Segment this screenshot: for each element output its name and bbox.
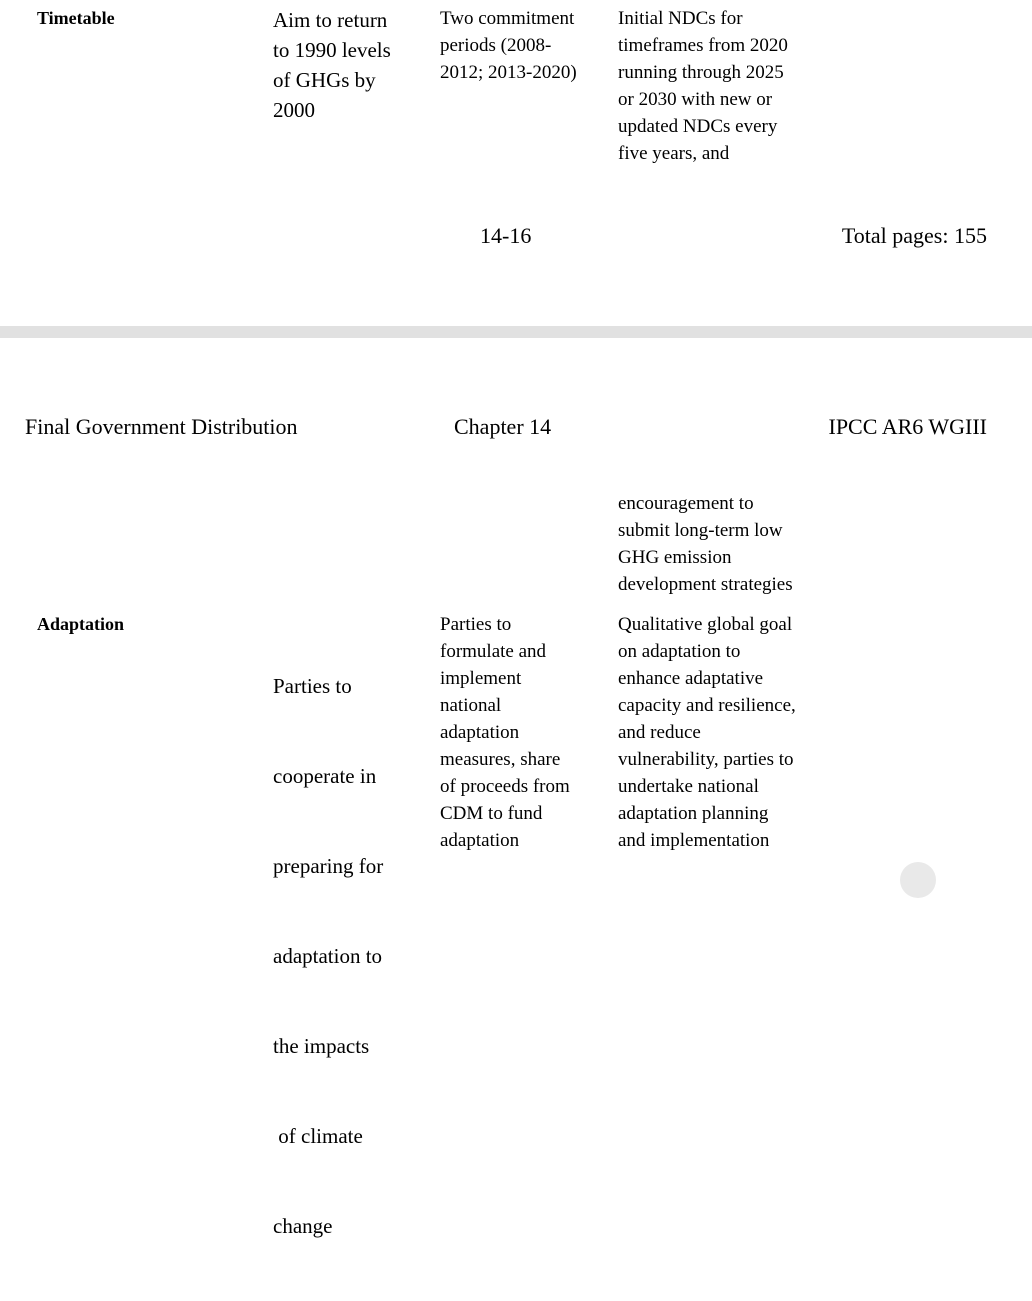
cell-line: Initial NDCs for xyxy=(618,8,743,29)
cell-line: and reduce xyxy=(618,722,701,743)
cell-line: timeframes from 2020 xyxy=(618,35,788,56)
cell-line: and implementation xyxy=(618,830,770,851)
page-range-footer: 14-16 xyxy=(480,223,532,248)
cell-line: adaptation planning xyxy=(618,803,769,824)
cell-line: the impacts xyxy=(273,1034,370,1058)
cell-line: periods (2008- xyxy=(440,35,552,56)
row-label-adaptation: Adaptation xyxy=(37,614,125,634)
timetable-col3-cell xyxy=(440,5,615,86)
cell-line: adaptation xyxy=(440,722,520,743)
cell-line: encouragement to xyxy=(618,493,754,514)
page-separator xyxy=(0,326,1032,338)
timetable-col2-cell xyxy=(273,5,433,125)
cell-line: vulnerability, parties to xyxy=(618,749,794,770)
cell-line: of GHGs by xyxy=(273,68,376,92)
cell-line: preparing for xyxy=(273,854,384,878)
cell-line: CDM to fund xyxy=(440,803,543,824)
adaptation-col2-cell xyxy=(273,611,433,1301)
cell-line: 2012; 2013-2020) xyxy=(440,62,577,83)
header-left: Final Government Distribution xyxy=(25,414,298,439)
cell-line: adaptation xyxy=(440,830,520,851)
total-pages-footer: Total pages: 155 xyxy=(841,223,987,248)
cell-line: change xyxy=(273,1214,333,1238)
adaptation-col4-cell xyxy=(618,611,848,854)
document-page-2 xyxy=(0,338,1032,1238)
cell-line: on adaptation to xyxy=(618,641,741,662)
cell-line: submit long-term low xyxy=(618,520,783,541)
cell-line: Parties to xyxy=(273,674,352,698)
header-right: IPCC AR6 WGIII xyxy=(828,414,987,439)
document-page-1 xyxy=(0,0,1032,326)
cell-line: national xyxy=(440,695,502,716)
cell-line: Two commitment xyxy=(440,8,575,29)
header-chapter: Chapter 14 xyxy=(454,414,552,439)
cell-line: or 2030 with new or xyxy=(618,89,773,110)
row-label-timetable: Timetable xyxy=(37,8,115,28)
cell-line: formulate and xyxy=(440,641,547,662)
cell-line: development strategies xyxy=(618,574,793,595)
cell-line: Parties to xyxy=(440,614,512,635)
cell-line: of proceeds from xyxy=(440,776,570,797)
cell-line: Aim to return xyxy=(273,8,388,32)
cell-line: capacity and resilience, xyxy=(618,695,796,716)
cell-line: 2000 xyxy=(273,98,315,122)
cell-line: GHG emission xyxy=(618,547,732,568)
cell-line: undertake national xyxy=(618,776,759,797)
cell-line: implement xyxy=(440,668,522,689)
cell-line: enhance adaptative xyxy=(618,668,764,689)
cell-line: running through 2025 xyxy=(618,62,784,83)
cell-line: to 1990 levels xyxy=(273,38,391,62)
continued-col4-cell xyxy=(618,490,848,598)
scroll-to-top-button[interactable] xyxy=(900,862,936,898)
cell-line: updated NDCs every xyxy=(618,116,778,137)
adaptation-col3-cell xyxy=(440,611,615,854)
cell-line: of climate xyxy=(273,1124,363,1148)
cell-line: measures, share xyxy=(440,749,561,770)
cell-line: Qualitative global goal xyxy=(618,614,793,635)
timetable-col4-cell xyxy=(618,5,848,167)
cell-line: five years, and xyxy=(618,143,730,164)
cell-line: cooperate in xyxy=(273,764,377,788)
cell-line: adaptation to xyxy=(273,944,383,968)
